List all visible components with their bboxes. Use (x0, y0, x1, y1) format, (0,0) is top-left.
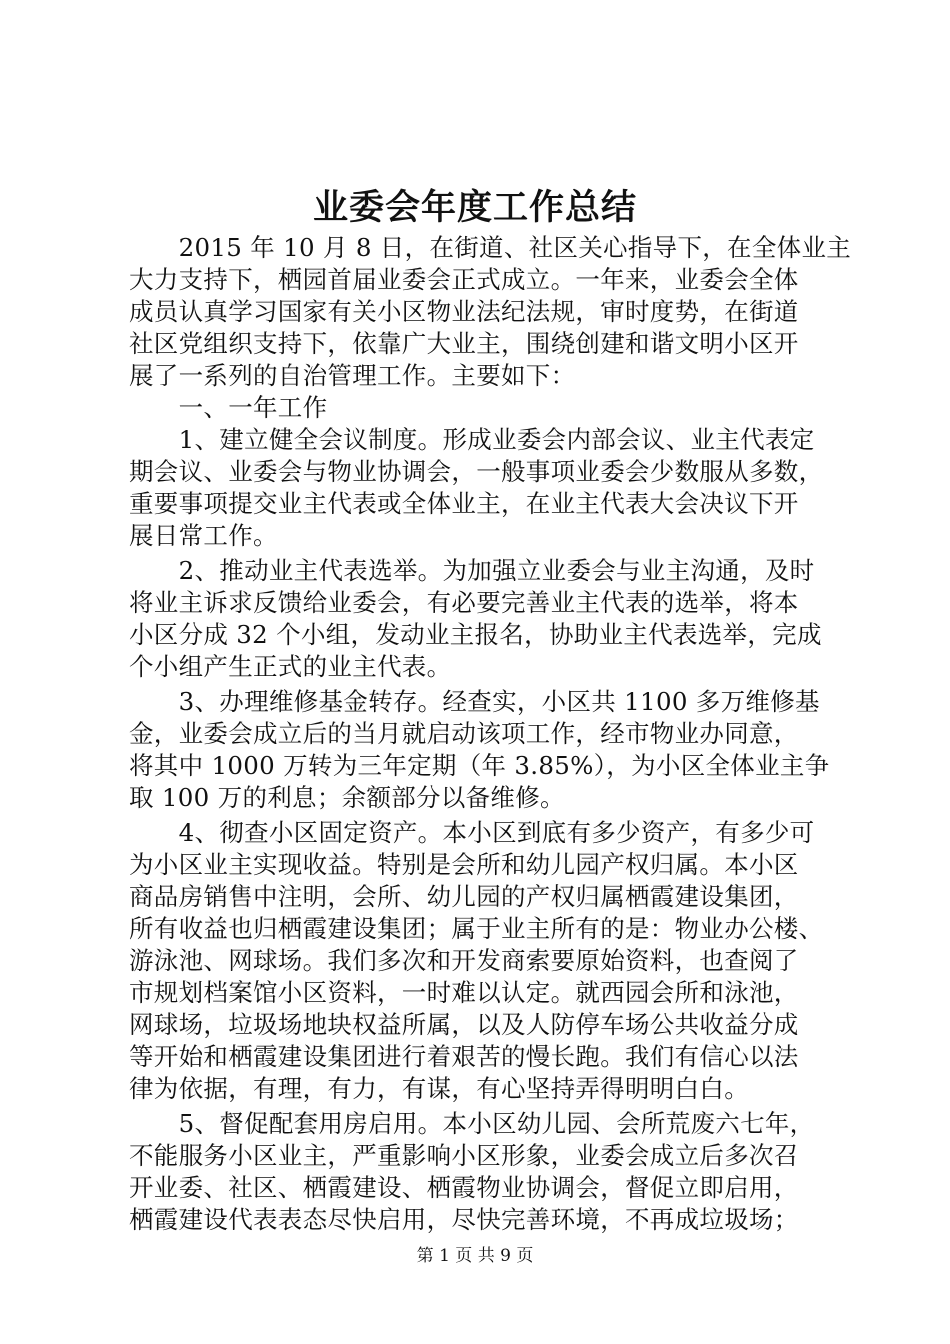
text-line: 所有收益也归栖霞建设集团；属于业主所有的是：物业办公楼、 (129, 914, 824, 943)
text-line: 游泳池、网球场。我们多次和开发商索要原始资料，也查阅了 (129, 946, 799, 975)
section-heading: 一、一年工作 (129, 393, 328, 422)
text-line: 社区党组织支持下，依靠广大业主，围绕创建和谐文明小区开 (129, 329, 799, 358)
text-line: 大力支持下，栖园首届业委会正式成立。一年来，业委会全体 (129, 265, 799, 294)
text-line: 律为依据，有理，有力，有谋，有心坚持弄得明明白白。 (129, 1074, 749, 1103)
text-line: 取 100 万的利息；余额部分以备维修。 (129, 783, 565, 812)
text-line: 展日常工作。 (129, 521, 278, 550)
text-line: 2、推动业主代表选举。为加强立业委会与业主沟通，及时 (129, 556, 815, 585)
text-line: 2015 年 10 月 8 日，在街道、社区关心指导下，在全体业主 (129, 233, 852, 262)
text-line: 网球场，垃圾场地块权益所属，以及人防停车场公共收益分成 (129, 1010, 799, 1039)
text-line: 5、督促配套用房启用。本小区幼儿园、会所荒废六七年， (129, 1109, 815, 1138)
text-line: 开业委、社区、栖霞建设、栖霞物业协调会，督促立即启用， (129, 1173, 799, 1202)
text-line: 市规划档案馆小区资料，一时难以认定。就西园会所和泳池， (129, 978, 799, 1007)
text-line: 栖霞建设代表表态尽快启用，尽快完善环境，不再成垃圾场； (129, 1205, 799, 1234)
text-line: 商品房销售中注明，会所、幼儿园的产权归属栖霞建设集团， (129, 882, 799, 911)
text-line: 1、建立健全会议制度。形成业委会内部会议、业主代表定 (129, 425, 815, 454)
text-line: 小区分成 32 个小组，发动业主报名，协助业主代表选举，完成 (129, 620, 822, 649)
text-line: 4、彻查小区固定资产。本小区到底有多少资产，有多少可 (129, 818, 815, 847)
text-line: 为小区业主实现收益。特别是会所和幼儿园产权归属。本小区 (129, 850, 799, 879)
document-body (129, 232, 859, 1236)
text-line: 成员认真学习国家有关小区物业法纪法规，审时度势，在街道 (129, 297, 799, 326)
text-line: 等开始和栖霞建设集团进行着艰苦的慢长跑。我们有信心以法 (129, 1042, 799, 1071)
text-line: 重要事项提交业主代表或全体业主，在业主代表大会决议下开 (129, 489, 799, 518)
text-line: 将其中 1000 万转为三年定期（年 3.85%），为小区全体业主争 (129, 751, 830, 780)
text-line: 金，业委会成立后的当月就启动该项工作，经市物业办同意， (129, 719, 799, 748)
document-title: 业委会年度工作总结 (312, 187, 637, 228)
text-line: 展了一系列的自治管理工作。主要如下： (129, 361, 576, 390)
text-line: 3、办理维修基金转存。经查实，小区共 1100 多万维修基 (129, 687, 820, 716)
text-line: 将业主诉求反馈给业委会，有必要完善业主代表的选举，将本 (129, 588, 799, 617)
page-number-footer: 第 1 页 共 9 页 (416, 1246, 534, 1266)
text-line: 个小组产生正式的业主代表。 (129, 652, 452, 681)
text-line: 不能服务小区业主，严重影响小区形象，业委会成立后多次召 (129, 1141, 799, 1170)
text-line: 期会议、业委会与物业协调会，一般事项业委会少数服从多数， (129, 457, 824, 486)
